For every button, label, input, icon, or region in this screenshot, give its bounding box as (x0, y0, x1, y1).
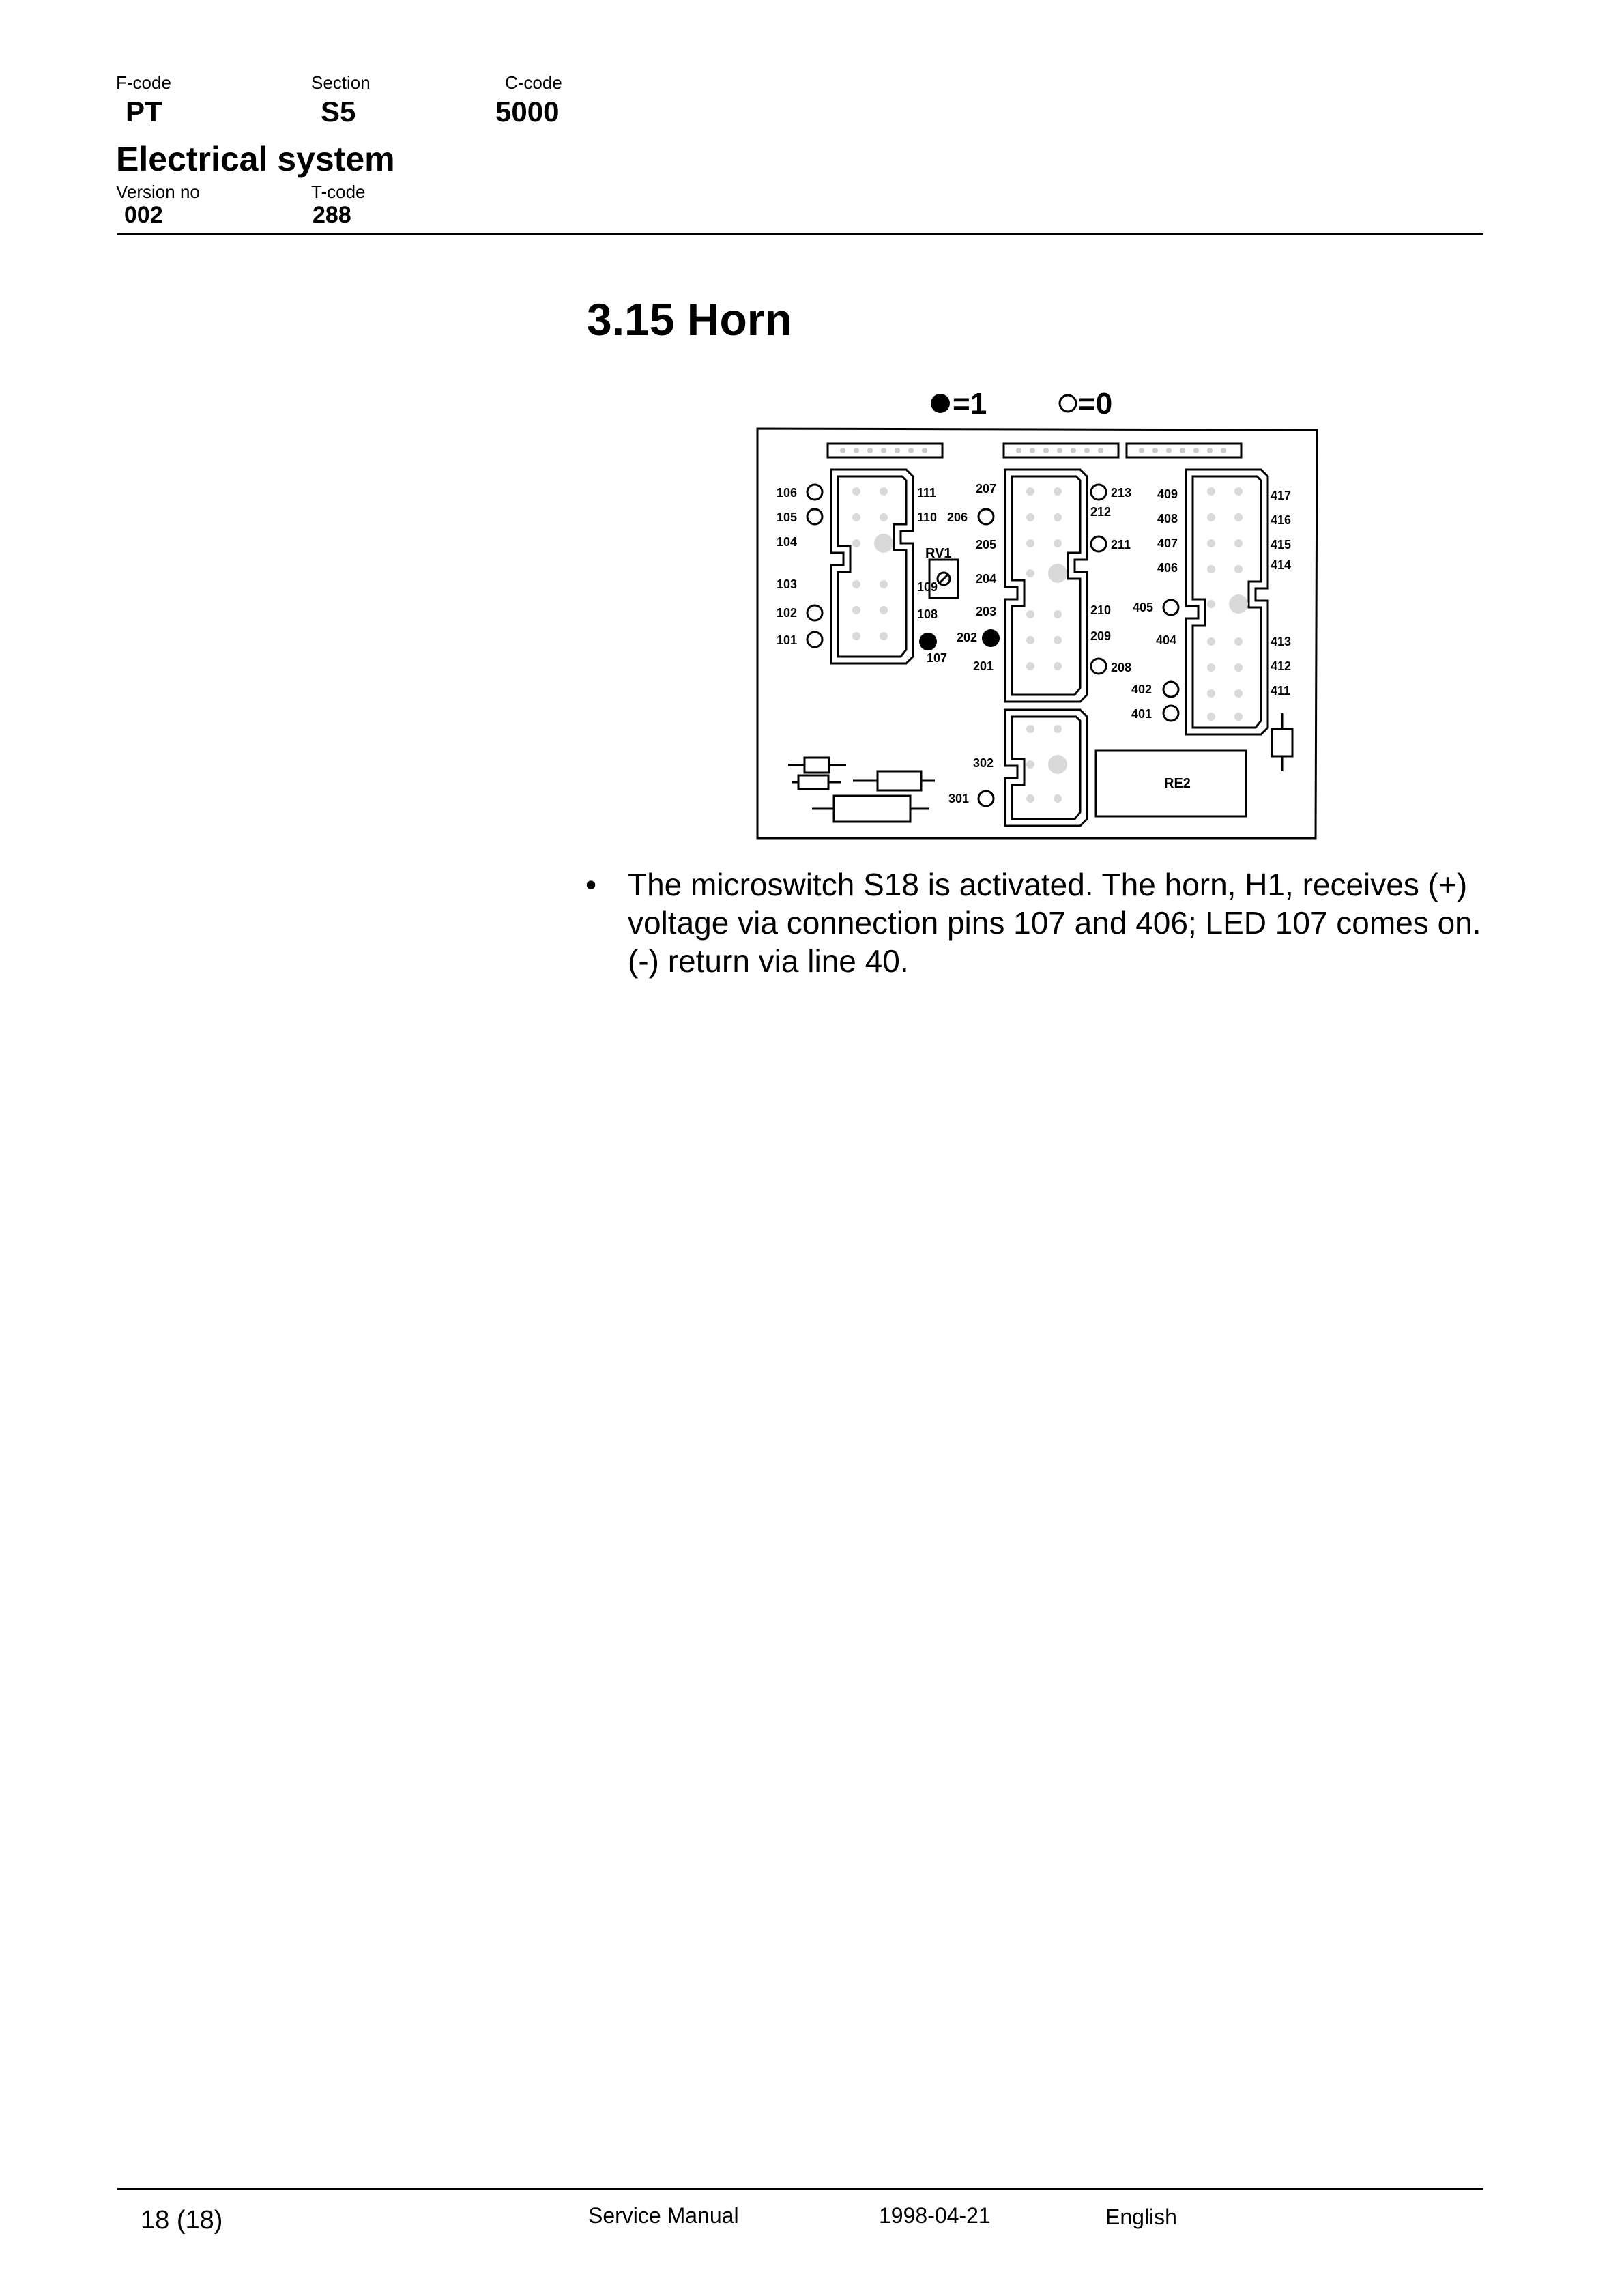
connector-pins (852, 487, 1248, 803)
pin-label: 417 (1271, 489, 1292, 502)
pin-label: 408 (1157, 512, 1178, 526)
section-label: Section (311, 72, 371, 93)
pin-label: 106 (777, 486, 798, 500)
section-value: S5 (321, 96, 356, 128)
connector-bodies (831, 470, 1268, 826)
ccode-value: 5000 (495, 96, 560, 128)
pin-label: 105 (777, 511, 798, 524)
version-label: Version no (116, 182, 200, 202)
pin-label: 213 (1111, 486, 1132, 500)
pin-label: 202 (957, 631, 978, 644)
circuit-board-diagram (751, 369, 1324, 846)
led-off-legend-icon (1060, 395, 1076, 412)
footer-date: 1998-04-21 (879, 2203, 991, 2228)
pin-label: 205 (976, 538, 997, 551)
pin-label: 211 (1111, 538, 1131, 551)
pin-label: 409 (1157, 487, 1178, 501)
board-outline (757, 429, 1317, 838)
pin-label: 404 (1156, 633, 1177, 647)
legend (931, 387, 1112, 420)
fcode-value: PT (126, 96, 162, 128)
pin-label: 107 (927, 651, 948, 665)
led-107 (919, 633, 937, 650)
pin-label: 212 (1090, 505, 1112, 519)
section-heading: 3.15 Horn (587, 294, 792, 345)
pin-label: 208 (1111, 661, 1132, 674)
pin-label: 104 (777, 535, 798, 549)
bullet-marker: • (585, 867, 597, 902)
footer-doc-type: Service Manual (588, 2203, 739, 2228)
bullet-text: The microswitch S18 is activated. The horn, H1, receives (+) voltage via connection pins 107 and 406; LED 107 comes on. (-) return via line 40. (628, 867, 1481, 979)
pin-label: 203 (976, 605, 997, 618)
pin-label: 109 (917, 580, 938, 594)
page-number: 18 (18) (141, 2206, 223, 2235)
passive-components (788, 713, 1292, 822)
pin-label: 102 (777, 606, 798, 620)
pin-label: 415 (1271, 538, 1292, 551)
pin-label: 413 (1271, 635, 1292, 648)
pin-label: 206 (947, 511, 968, 524)
ccode-label: C-code (505, 72, 562, 93)
pin-label: 207 (976, 482, 997, 496)
re2-relay (1096, 751, 1246, 816)
fcode-label: F-code (116, 72, 171, 93)
led-on-legend-icon (931, 394, 950, 413)
version-value: 002 (124, 202, 163, 228)
led-202 (982, 629, 1000, 647)
pin-label: 416 (1271, 513, 1292, 527)
document-title: Electrical system (116, 140, 395, 178)
rv1-label: RV1 (925, 546, 952, 561)
pin-label: 405 (1133, 601, 1154, 614)
pin-label: 101 (777, 633, 798, 647)
top-connector-pins (840, 448, 1226, 453)
tcode-label: T-code (311, 182, 366, 202)
footer-rule (117, 2188, 1483, 2190)
pin-label: 210 (1090, 603, 1112, 617)
pin-label: 111 (917, 486, 937, 500)
pin-label: 204 (976, 572, 997, 586)
tcode-value: 288 (313, 202, 351, 228)
header-rule (117, 233, 1483, 235)
pin-label: 406 (1157, 561, 1178, 575)
pin-label: 412 (1271, 659, 1292, 673)
pin-label: 110 (917, 511, 938, 524)
footer-language: English (1105, 2205, 1177, 2229)
pin-label: 103 (777, 577, 798, 591)
re2-label: RE2 (1164, 776, 1191, 791)
pin-label: 407 (1157, 536, 1178, 550)
pin-label: 301 (948, 792, 970, 805)
pin-label: 302 (973, 756, 994, 770)
pin-label: 411 (1271, 684, 1291, 698)
legend-on-label: =1 (953, 387, 987, 420)
pin-label: 108 (917, 607, 938, 621)
pin-label: 402 (1131, 683, 1152, 696)
pin-label: 201 (973, 659, 994, 673)
pin-label: 401 (1131, 707, 1152, 721)
legend-off-label: =0 (1078, 387, 1113, 420)
pin-label: 414 (1271, 558, 1292, 572)
pin-label: 209 (1090, 629, 1112, 643)
